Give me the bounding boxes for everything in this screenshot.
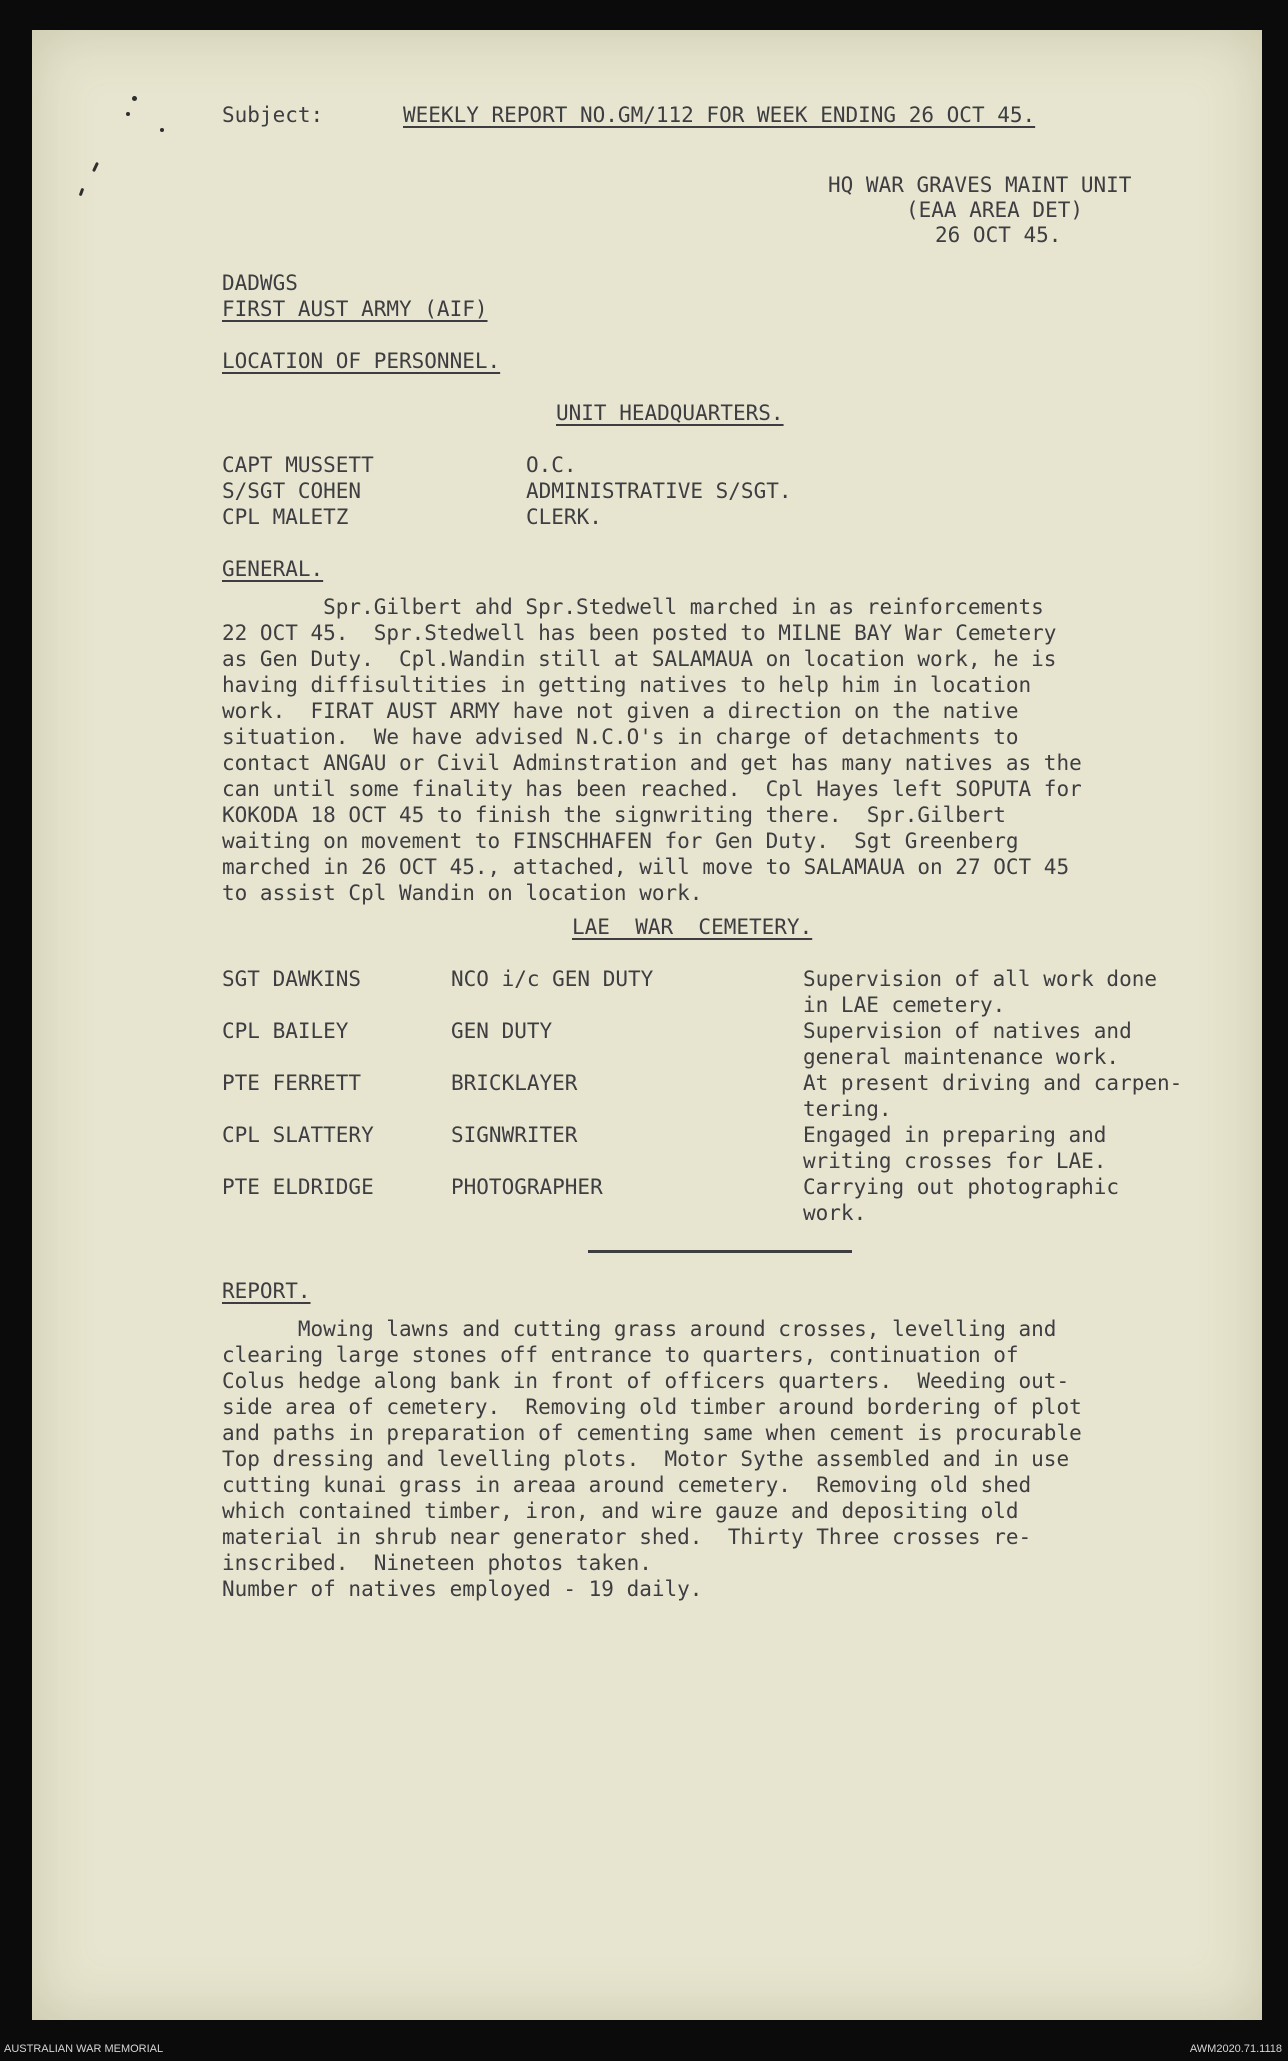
letterhead-date: 26 OCT 45. xyxy=(935,223,1062,247)
report-line: clearing large stones off entrance to quarters, continuation of xyxy=(222,1343,1019,1367)
report-line: inscribed. Nineteen photos taken. xyxy=(222,1551,652,1575)
lae-notes: tering. xyxy=(803,1097,892,1121)
hq-role: O.C. xyxy=(526,453,577,477)
lae-duty: SIGNWRITER xyxy=(451,1123,578,1147)
lae-name: CPL SLATTERY xyxy=(222,1123,374,1147)
location-heading: LOCATION OF PERSONNEL. xyxy=(222,349,501,373)
general-line: having diffisultities in getting natives to help him in location xyxy=(222,673,1032,697)
lae-name: PTE ELDRIDGE xyxy=(222,1175,374,1199)
general-heading: GENERAL. xyxy=(222,557,324,581)
hq-name: CAPT MUSSETT xyxy=(222,453,374,477)
letterhead-detachment: (EAA AREA DET) xyxy=(906,198,1084,222)
lae-notes: Supervision of natives and xyxy=(803,1019,1132,1043)
report-heading: REPORT. xyxy=(222,1279,311,1303)
lae-notes: Engaged in preparing and xyxy=(803,1123,1107,1147)
footer-institution: AUSTRALIAN WAR MEMORIAL xyxy=(4,2043,164,2055)
report-line: material in shrub near generator shed. Thirty Three crosses re- xyxy=(222,1525,1032,1549)
lae-notes: in LAE cemetery. xyxy=(803,993,1006,1017)
hq-heading: UNIT HEADQUARTERS. xyxy=(556,401,784,425)
general-line: situation. We have advised N.C.O's in charge of detachments to xyxy=(222,725,1019,749)
ink-speck xyxy=(126,112,130,116)
lae-notes: Carrying out photographic xyxy=(803,1175,1120,1199)
hq-role: ADMINISTRATIVE S/SGT. xyxy=(526,479,792,503)
lae-notes: At present driving and carpen- xyxy=(803,1071,1183,1095)
subject-label: Subject: xyxy=(222,103,324,127)
report-line: Mowing lawns and cutting grass around crosses, levelling and xyxy=(222,1317,1057,1341)
general-line: contact ANGAU or Civil Adminstration and get has many natives as the xyxy=(222,751,1082,775)
addressee-line-2: FIRST AUST ARMY (AIF) xyxy=(222,297,488,321)
lae-duty: PHOTOGRAPHER xyxy=(451,1175,603,1199)
report-line: Top dressing and levelling plots. Motor Sythe assembled and in use xyxy=(222,1447,1070,1471)
ink-speck xyxy=(132,96,137,101)
general-line: as Gen Duty. Cpl.Wandin still at SALAMAUA on location work, he is xyxy=(222,647,1057,671)
report-line: Number of natives employed - 19 daily. xyxy=(222,1577,703,1601)
ink-speck xyxy=(160,128,164,132)
hq-role: CLERK. xyxy=(526,505,602,529)
report-line: and paths in preparation of cementing same when cement is procurable xyxy=(222,1421,1082,1445)
hq-name: S/SGT COHEN xyxy=(222,479,362,503)
report-line: which contained timber, iron, and wire gauze and depositing old xyxy=(222,1499,1019,1523)
lae-notes: general maintenance work. xyxy=(803,1045,1120,1069)
lae-name: SGT DAWKINS xyxy=(222,967,362,991)
section-divider xyxy=(588,1250,852,1253)
addressee-line-1: DADWGS xyxy=(222,271,298,295)
lae-notes: Supervision of all work done xyxy=(803,967,1158,991)
lae-duty: BRICKLAYER xyxy=(451,1071,578,1095)
general-line: KOKODA 18 OCT 45 to finish the signwriting there. Spr.Gilbert xyxy=(222,803,1006,827)
lae-name: CPL BAILEY xyxy=(222,1019,349,1043)
lae-notes: writing crosses for LAE. xyxy=(803,1149,1107,1173)
general-line: marched in 26 OCT 45., attached, will move to SALAMAUA on 27 OCT 45 xyxy=(222,855,1070,879)
report-line: Colus hedge along bank in front of officers quarters. Weeding out- xyxy=(222,1369,1070,1393)
general-line: waiting on movement to FINSCHHAFEN for Gen Duty. Sgt Greenberg xyxy=(222,829,1019,853)
footer-accession: AWM2020.71.1118 xyxy=(1189,2043,1282,2055)
general-line: work. FIRAT AUST ARMY have not given a direction on the native xyxy=(222,699,1019,723)
general-line: Spr.Gilbert ahd Spr.Stedwell marched in as reinforcements xyxy=(222,595,1044,619)
lae-duty: GEN DUTY xyxy=(451,1019,553,1043)
report-line: side area of cemetery. Removing old timber around bordering of plot xyxy=(222,1395,1082,1419)
general-line: can until some finality has been reached. Cpl Hayes left SOPUTA for xyxy=(222,777,1082,801)
hq-name: CPL MALETZ xyxy=(222,505,349,529)
lae-heading: LAE WAR CEMETERY. xyxy=(572,915,813,939)
general-line: 22 OCT 45. Spr.Stedwell has been posted to MILNE BAY War Cemetery xyxy=(222,621,1057,645)
lae-notes: work. xyxy=(803,1201,867,1225)
letterhead-unit: HQ WAR GRAVES MAINT UNIT xyxy=(828,173,1132,197)
lae-name: PTE FERRETT xyxy=(222,1071,362,1095)
lae-duty: NCO i/c GEN DUTY xyxy=(451,967,654,991)
general-line: to assist Cpl Wandin on location work. xyxy=(222,881,703,905)
report-line: cutting kunai grass in areaa around cemetery. Removing old shed xyxy=(222,1473,1032,1497)
subject-text: WEEKLY REPORT NO.GM/112 FOR WEEK ENDING 26 OCT 45. xyxy=(403,103,1036,127)
